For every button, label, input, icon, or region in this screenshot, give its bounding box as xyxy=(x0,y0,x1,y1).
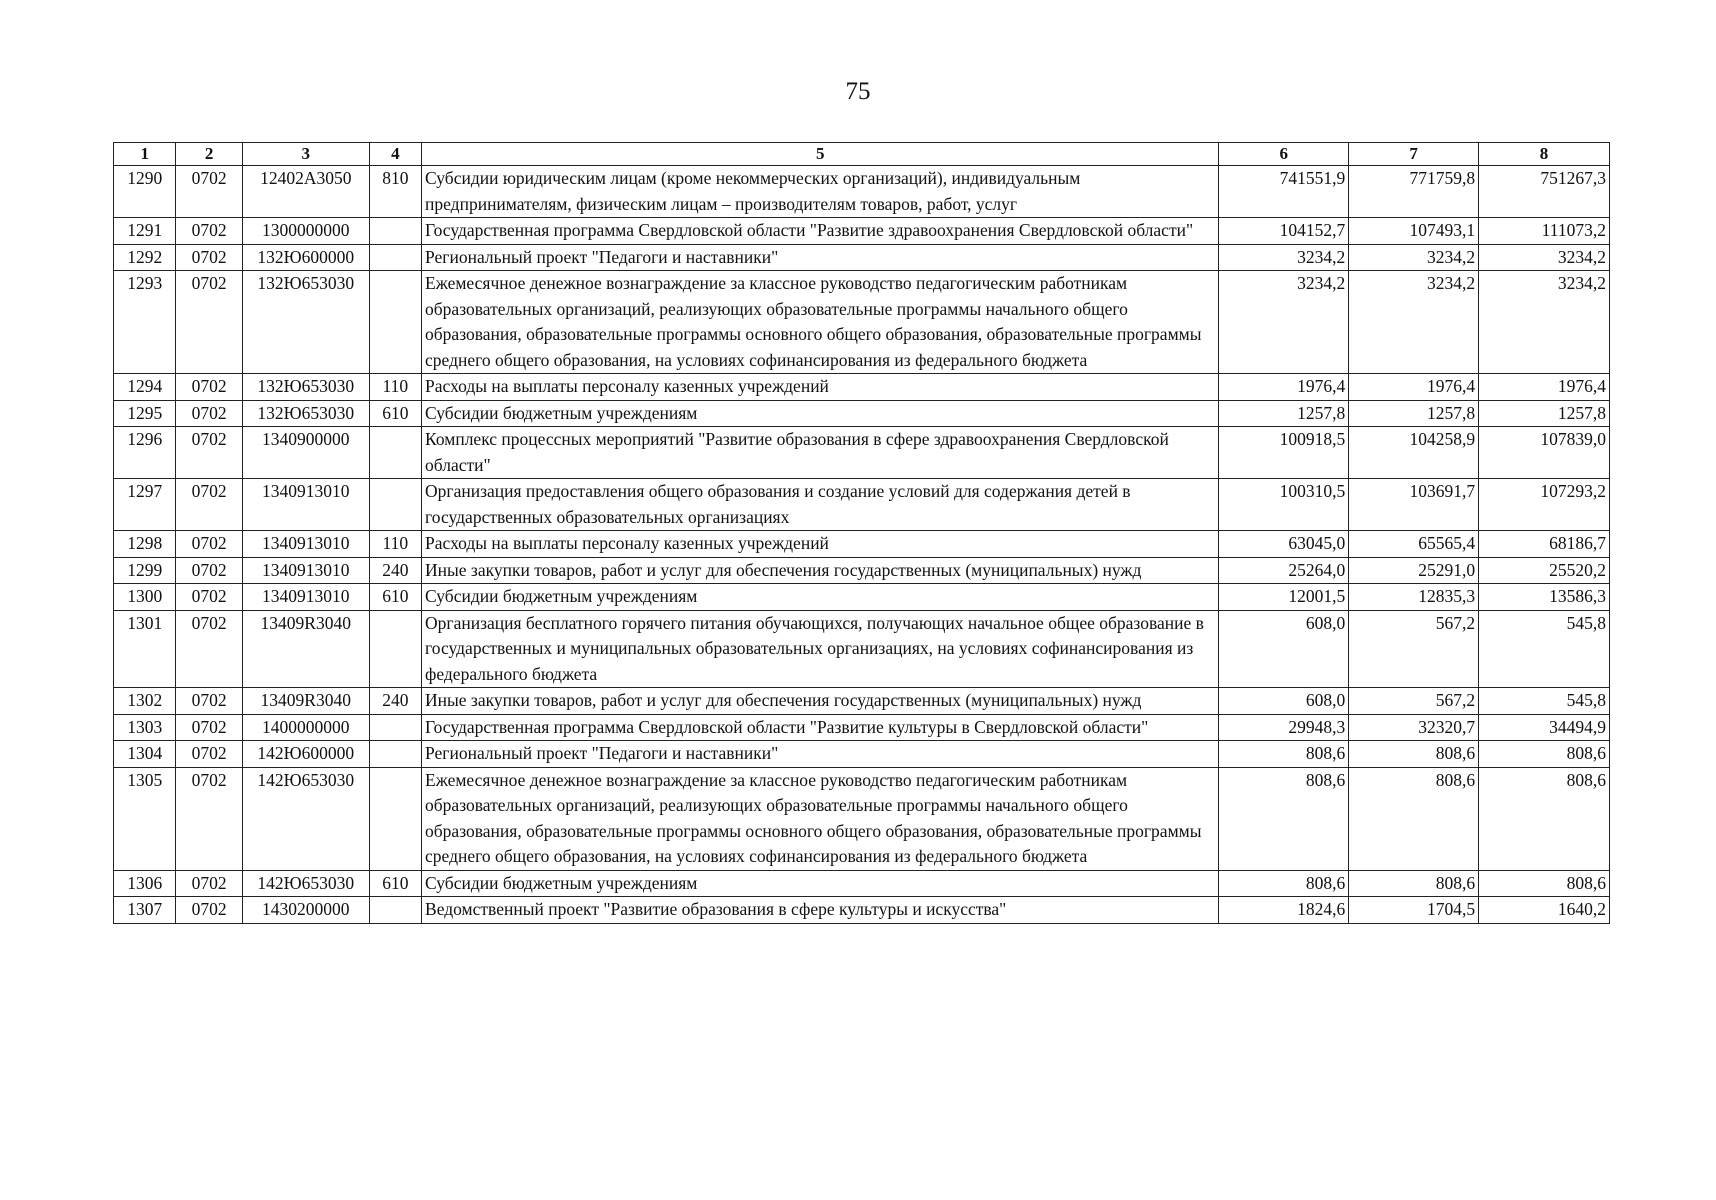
amount-year2-cell: 3234,2 xyxy=(1349,271,1479,374)
item-name-cell: Комплекс процессных мероприятий "Развитие образования в сфере здравоохранения Свердловской области" xyxy=(422,427,1219,479)
row-number-cell: 1294 xyxy=(114,374,176,401)
row-number-cell: 1301 xyxy=(114,610,176,688)
amount-year2-cell: 808,6 xyxy=(1349,741,1479,768)
amount-year2-cell: 1704,5 xyxy=(1349,897,1479,924)
expense-type-cell: 610 xyxy=(369,870,421,897)
row-number-cell: 1300 xyxy=(114,584,176,611)
target-article-cell: 1340900000 xyxy=(242,427,369,479)
amount-year2-cell: 65565,4 xyxy=(1349,531,1479,558)
table-row xyxy=(114,531,1610,558)
row-number-cell: 1304 xyxy=(114,741,176,768)
target-article-cell: 13409R3040 xyxy=(242,688,369,715)
column-header: 1 xyxy=(114,143,176,166)
table-row xyxy=(114,218,1610,245)
amount-year2-cell: 567,2 xyxy=(1349,688,1479,715)
section-code-cell: 0702 xyxy=(176,244,242,271)
target-article-cell: 132Ю600000 xyxy=(242,244,369,271)
row-number-cell: 1293 xyxy=(114,271,176,374)
item-name-cell: Ведомственный проект "Развитие образования в сфере культуры и искусства" xyxy=(422,897,1219,924)
expense-type-cell: 610 xyxy=(369,400,421,427)
target-article-cell: 1400000000 xyxy=(242,714,369,741)
amount-year3-cell: 808,6 xyxy=(1479,767,1610,870)
row-number-cell: 1305 xyxy=(114,767,176,870)
table-row xyxy=(114,610,1610,688)
expense-type-cell xyxy=(369,610,421,688)
amount-year1-cell: 808,6 xyxy=(1219,767,1349,870)
expense-type-cell: 240 xyxy=(369,557,421,584)
amount-year2-cell: 32320,7 xyxy=(1349,714,1479,741)
amount-year3-cell: 13586,3 xyxy=(1479,584,1610,611)
amount-year3-cell: 1640,2 xyxy=(1479,897,1610,924)
row-number-cell: 1303 xyxy=(114,714,176,741)
amount-year2-cell: 104258,9 xyxy=(1349,427,1479,479)
amount-year1-cell: 808,6 xyxy=(1219,870,1349,897)
section-code-cell: 0702 xyxy=(176,767,242,870)
expense-type-cell xyxy=(369,479,421,531)
section-code-cell: 0702 xyxy=(176,714,242,741)
section-code-cell: 0702 xyxy=(176,688,242,715)
target-article-cell: 142Ю653030 xyxy=(242,767,369,870)
row-number-cell: 1298 xyxy=(114,531,176,558)
amount-year3-cell: 3234,2 xyxy=(1479,244,1610,271)
section-code-cell: 0702 xyxy=(176,218,242,245)
expense-type-cell xyxy=(369,218,421,245)
column-header: 4 xyxy=(369,143,421,166)
amount-year3-cell: 34494,9 xyxy=(1479,714,1610,741)
amount-year1-cell: 29948,3 xyxy=(1219,714,1349,741)
item-name-cell: Ежемесячное денежное вознаграждение за классное руководство педагогическим работникам образовательных организаций, реализующих образовательные программы начального общего образования, образовательные программы основного общего образования, образовательные программы среднего общего образования, на условиях софинансирования из федерального бюджета xyxy=(422,767,1219,870)
expense-type-cell: 810 xyxy=(369,166,421,218)
amount-year1-cell: 25264,0 xyxy=(1219,557,1349,584)
section-code-cell: 0702 xyxy=(176,741,242,768)
amount-year2-cell: 107493,1 xyxy=(1349,218,1479,245)
amount-year3-cell: 545,8 xyxy=(1479,610,1610,688)
table-row xyxy=(114,870,1610,897)
table-row xyxy=(114,584,1610,611)
expense-type-cell xyxy=(369,741,421,768)
amount-year1-cell: 100918,5 xyxy=(1219,427,1349,479)
section-code-cell: 0702 xyxy=(176,427,242,479)
item-name-cell: Расходы на выплаты персоналу казенных учреждений xyxy=(422,531,1219,558)
item-name-cell: Субсидии юридическим лицам (кроме некоммерческих организаций), индивидуальным предпринимателям, физическим лицам – производителям товаров, работ, услуг xyxy=(422,166,1219,218)
section-code-cell: 0702 xyxy=(176,870,242,897)
table-row xyxy=(114,688,1610,715)
row-number-cell: 1302 xyxy=(114,688,176,715)
item-name-cell: Иные закупки товаров, работ и услуг для обеспечения государственных (муниципальных) нужд xyxy=(422,557,1219,584)
row-number-cell: 1307 xyxy=(114,897,176,924)
amount-year1-cell: 808,6 xyxy=(1219,741,1349,768)
amount-year2-cell: 771759,8 xyxy=(1349,166,1479,218)
column-header: 3 xyxy=(242,143,369,166)
table-row xyxy=(114,767,1610,870)
header-row xyxy=(114,143,1610,166)
target-article-cell: 142Ю600000 xyxy=(242,741,369,768)
page-number: 75 xyxy=(845,78,871,105)
target-article-cell: 1340913010 xyxy=(242,557,369,584)
amount-year3-cell: 107839,0 xyxy=(1479,427,1610,479)
section-code-cell: 0702 xyxy=(176,479,242,531)
column-header: 6 xyxy=(1219,143,1349,166)
amount-year3-cell: 1976,4 xyxy=(1479,374,1610,401)
amount-year3-cell: 68186,7 xyxy=(1479,531,1610,558)
amount-year2-cell: 103691,7 xyxy=(1349,479,1479,531)
target-article-cell: 142Ю653030 xyxy=(242,870,369,897)
expense-type-cell xyxy=(369,897,421,924)
item-name-cell: Иные закупки товаров, работ и услуг для обеспечения государственных (муниципальных) нужд xyxy=(422,688,1219,715)
column-header: 7 xyxy=(1349,143,1479,166)
amount-year3-cell: 751267,3 xyxy=(1479,166,1610,218)
expense-type-cell: 610 xyxy=(369,584,421,611)
expense-type-cell: 110 xyxy=(369,374,421,401)
amount-year1-cell: 100310,5 xyxy=(1219,479,1349,531)
item-name-cell: Субсидии бюджетным учреждениям xyxy=(422,584,1219,611)
target-article-cell: 1340913010 xyxy=(242,479,369,531)
row-number-cell: 1295 xyxy=(114,400,176,427)
row-number-cell: 1296 xyxy=(114,427,176,479)
amount-year2-cell: 1976,4 xyxy=(1349,374,1479,401)
target-article-cell: 1430200000 xyxy=(242,897,369,924)
amount-year2-cell: 808,6 xyxy=(1349,870,1479,897)
table-row xyxy=(114,557,1610,584)
row-number-cell: 1292 xyxy=(114,244,176,271)
table-row xyxy=(114,897,1610,924)
amount-year1-cell: 608,0 xyxy=(1219,688,1349,715)
target-article-cell: 12402А3050 xyxy=(242,166,369,218)
amount-year1-cell: 741551,9 xyxy=(1219,166,1349,218)
section-code-cell: 0702 xyxy=(176,897,242,924)
amount-year3-cell: 808,6 xyxy=(1479,870,1610,897)
amount-year1-cell: 104152,7 xyxy=(1219,218,1349,245)
column-header: 2 xyxy=(176,143,242,166)
column-header: 5 xyxy=(422,143,1219,166)
section-code-cell: 0702 xyxy=(176,374,242,401)
amount-year1-cell: 1257,8 xyxy=(1219,400,1349,427)
amount-year1-cell: 12001,5 xyxy=(1219,584,1349,611)
section-code-cell: 0702 xyxy=(176,271,242,374)
amount-year3-cell: 808,6 xyxy=(1479,741,1610,768)
item-name-cell: Государственная программа Свердловской области "Развитие здравоохранения Свердловской области" xyxy=(422,218,1219,245)
item-name-cell: Расходы на выплаты персоналу казенных учреждений xyxy=(422,374,1219,401)
item-name-cell: Региональный проект "Педагоги и наставники" xyxy=(422,244,1219,271)
item-name-cell: Субсидии бюджетным учреждениям xyxy=(422,870,1219,897)
amount-year3-cell: 111073,2 xyxy=(1479,218,1610,245)
section-code-cell: 0702 xyxy=(176,610,242,688)
table-row xyxy=(114,271,1610,374)
table-row xyxy=(114,374,1610,401)
item-name-cell: Региональный проект "Педагоги и наставники" xyxy=(422,741,1219,768)
section-code-cell: 0702 xyxy=(176,557,242,584)
section-code-cell: 0702 xyxy=(176,531,242,558)
item-name-cell: Организация предоставления общего образования и создание условий для содержания детей в государственных образовательных организациях xyxy=(422,479,1219,531)
table-row xyxy=(114,741,1610,768)
amount-year3-cell: 25520,2 xyxy=(1479,557,1610,584)
budget-table xyxy=(113,142,1610,924)
section-code-cell: 0702 xyxy=(176,166,242,218)
expense-type-cell xyxy=(369,427,421,479)
item-name-cell: Ежемесячное денежное вознаграждение за классное руководство педагогическим работникам образовательных организаций, реализующих образовательные программы начального общего образования, образовательные программы основного общего образования, образовательные программы среднего общего образования, на условиях софинансирования из федерального бюджета xyxy=(422,271,1219,374)
section-code-cell: 0702 xyxy=(176,584,242,611)
target-article-cell: 1340913010 xyxy=(242,584,369,611)
row-number-cell: 1299 xyxy=(114,557,176,584)
amount-year2-cell: 12835,3 xyxy=(1349,584,1479,611)
expense-type-cell xyxy=(369,767,421,870)
amount-year3-cell: 3234,2 xyxy=(1479,271,1610,374)
target-article-cell: 1300000000 xyxy=(242,218,369,245)
row-number-cell: 1291 xyxy=(114,218,176,245)
expense-type-cell: 110 xyxy=(369,531,421,558)
amount-year2-cell: 1257,8 xyxy=(1349,400,1479,427)
amount-year1-cell: 63045,0 xyxy=(1219,531,1349,558)
target-article-cell: 132Ю653030 xyxy=(242,374,369,401)
expense-type-cell: 240 xyxy=(369,688,421,715)
table-row xyxy=(114,479,1610,531)
table-row xyxy=(114,400,1610,427)
table-row xyxy=(114,427,1610,479)
target-article-cell: 13409R3040 xyxy=(242,610,369,688)
amount-year1-cell: 608,0 xyxy=(1219,610,1349,688)
amount-year2-cell: 25291,0 xyxy=(1349,557,1479,584)
amount-year2-cell: 3234,2 xyxy=(1349,244,1479,271)
target-article-cell: 132Ю653030 xyxy=(242,271,369,374)
table-row xyxy=(114,244,1610,271)
target-article-cell: 1340913010 xyxy=(242,531,369,558)
amount-year1-cell: 1976,4 xyxy=(1219,374,1349,401)
item-name-cell: Организация бесплатного горячего питания обучающихся, получающих начальное общее образование в государственных и муниципальных образовательных организациях, на условиях софинансирования из федерального бюджета xyxy=(422,610,1219,688)
amount-year3-cell: 1257,8 xyxy=(1479,400,1610,427)
amount-year3-cell: 545,8 xyxy=(1479,688,1610,715)
expense-type-cell xyxy=(369,714,421,741)
table-row xyxy=(114,714,1610,741)
section-code-cell: 0702 xyxy=(176,400,242,427)
amount-year1-cell: 3234,2 xyxy=(1219,244,1349,271)
row-number-cell: 1290 xyxy=(114,166,176,218)
row-number-cell: 1297 xyxy=(114,479,176,531)
expense-type-cell xyxy=(369,244,421,271)
column-header: 8 xyxy=(1479,143,1610,166)
expense-type-cell xyxy=(369,271,421,374)
amount-year2-cell: 808,6 xyxy=(1349,767,1479,870)
row-number-cell: 1306 xyxy=(114,870,176,897)
amount-year3-cell: 107293,2 xyxy=(1479,479,1610,531)
item-name-cell: Субсидии бюджетным учреждениям xyxy=(422,400,1219,427)
amount-year2-cell: 567,2 xyxy=(1349,610,1479,688)
item-name-cell: Государственная программа Свердловской области "Развитие культуры в Свердловской области" xyxy=(422,714,1219,741)
amount-year1-cell: 1824,6 xyxy=(1219,897,1349,924)
amount-year1-cell: 3234,2 xyxy=(1219,271,1349,374)
table-row xyxy=(114,166,1610,218)
target-article-cell: 132Ю653030 xyxy=(242,400,369,427)
